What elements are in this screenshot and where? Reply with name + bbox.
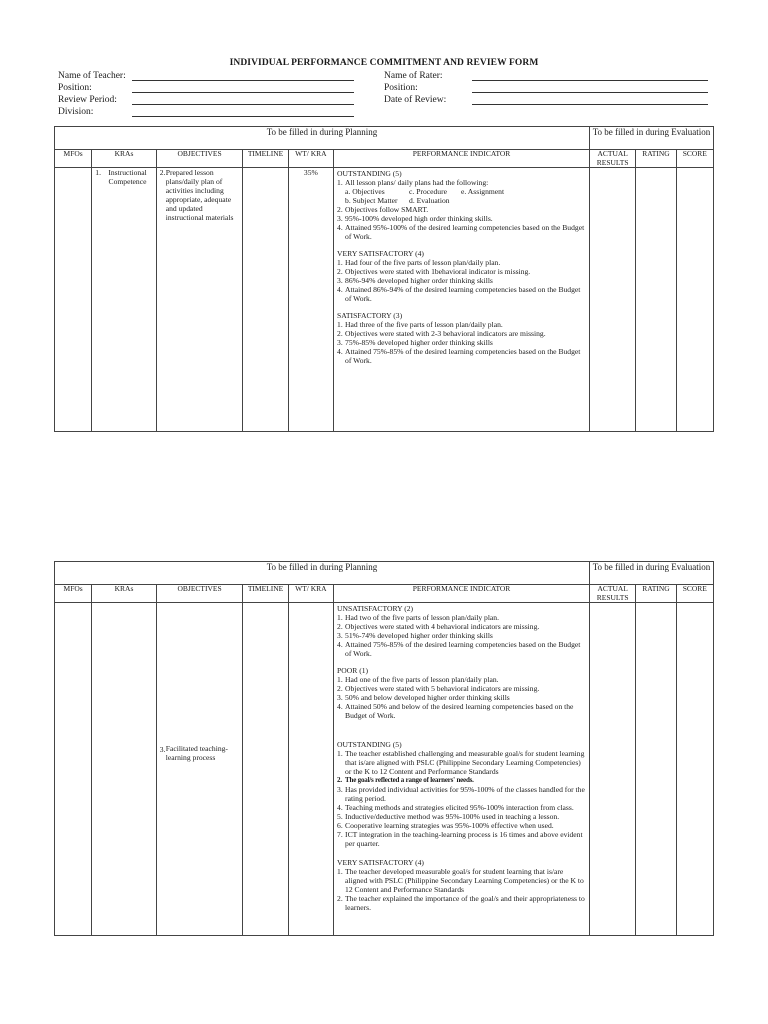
indicator-item-text: The teacher explained the importance of the goal/s and their appropriateness to learners. [345, 894, 585, 912]
indicator-item [337, 223, 586, 241]
indicator-item [337, 631, 586, 640]
indicator-item-text: The teacher developed measurable goal/s for student learning that is/are aligned with PSLC (Philippine Secondary Learning Competencies) or the K to 12 Content and Performance Standards [345, 867, 584, 894]
indicator-item [337, 258, 586, 267]
col-objectives: OBJECTIVES [156, 150, 243, 168]
indicator-levels [337, 604, 586, 912]
indicator-item-text: 50% and below developed higher order thinking skills [345, 693, 510, 702]
planning-section-header: To be filled in during Planning [55, 562, 590, 585]
indicator-item [337, 622, 586, 631]
indicator-item-text: The goal/s reflected a range of learners' needs. [345, 776, 474, 784]
indicator-item-text: Had two of the five parts of lesson plan/daily plan. [345, 613, 499, 622]
indicator-item-number: 2. [337, 894, 343, 903]
division-label: Division: [58, 107, 94, 117]
indicator-item-text: Objectives were stated with 1behavioral indicator is missing. [345, 267, 531, 276]
teacher-name-label: Name of Teacher: [58, 71, 126, 81]
indicator-item-number: 3. [337, 276, 343, 285]
indicator-level-heading: OUTSTANDING (5) [337, 740, 402, 749]
indicator-level-heading: POOR (1) [337, 666, 369, 675]
indicator-item [337, 785, 586, 803]
date-of-review-field[interactable] [472, 104, 708, 105]
indicator-item [337, 285, 586, 303]
sub-item-text: d. Evaluation [409, 196, 450, 205]
col-weight: WT/ KRA [288, 585, 333, 603]
rating-cell[interactable] [636, 603, 676, 936]
evaluation-section-header: To be filled in during Evaluation [589, 127, 713, 150]
col-score: SCORE [676, 150, 713, 168]
indicator-level-heading: VERY SATISFACTORY (4) [337, 858, 424, 867]
indicator-item-number: 2. [337, 329, 343, 338]
col-rating: RATING [636, 150, 676, 168]
indicator-item-text: Objectives were stated with 5 behavioral indicators are missing. [345, 684, 540, 693]
indicator-item [337, 821, 586, 830]
col-timeline: TIMELINE [243, 150, 288, 168]
indicator-item [337, 693, 586, 702]
form-title: INDIVIDUAL PERFORMANCE COMMITMENT AND REVIEW FORM [229, 58, 539, 68]
indicator-item-number: 3. [337, 693, 343, 702]
indicator-level-heading: OUTSTANDING (5) [337, 169, 402, 178]
indicator-item [337, 867, 586, 894]
indicator-item [337, 702, 586, 720]
indicator-item-number: 1. [337, 749, 343, 758]
indicator-item-text: Attained 95%-100% of the desired learning competencies based on the Budget of Work. [345, 223, 585, 241]
indicator-item-number: 1. [337, 258, 343, 267]
indicator-item [337, 214, 586, 223]
indicator-item-number: 3. [337, 214, 343, 223]
indicator-item-number: 2. [337, 622, 343, 631]
indicator-sub-item [337, 187, 586, 196]
col-kras: KRAs [92, 585, 156, 603]
mfo-cell[interactable] [55, 603, 92, 936]
indicator-item-text: Had one of the five parts of lesson plan/daily plan. [345, 675, 499, 684]
indicator-item-number: 2. [337, 267, 343, 276]
col-mfos: MFOs [55, 585, 92, 603]
indicator-item [337, 613, 586, 622]
date-of-review-label: Date of Review: [384, 95, 447, 105]
rater-position-label: Position: [384, 83, 418, 93]
indicator-item [337, 338, 586, 347]
objective-number: 3. [159, 745, 166, 754]
col-performance-indicator: PERFORMANCE INDICATOR [334, 585, 590, 603]
indicator-item-number: 3. [337, 785, 343, 794]
indicator-item [337, 329, 586, 338]
indicator-levels [337, 169, 586, 365]
indicator-item-number: 3. [337, 338, 343, 347]
sub-item-text: c. Procedure [409, 187, 447, 196]
indicator-item-text: 51%-74% developed higher order thinking skills [345, 631, 493, 640]
indicator-item-text: Objectives follow SMART. [345, 205, 429, 214]
performance-indicator-cell [334, 603, 590, 936]
col-actual-results: ACTUAL RESULTS [589, 585, 635, 603]
indicator-item-number: 7. [337, 830, 343, 839]
indicator-item-text: Attained 75%-85% of the desired learning competencies based on the Budget of Work. [345, 347, 581, 365]
indicator-item-number: 1. [337, 320, 343, 329]
objective-cell [156, 168, 243, 432]
review-period-field[interactable] [132, 104, 354, 105]
indicator-item-number: 6. [337, 821, 343, 830]
indicator-item-number: 4. [337, 640, 343, 649]
position-field[interactable] [132, 92, 354, 93]
weight-cell[interactable] [288, 603, 333, 936]
performance-indicator-cell [334, 168, 590, 432]
indicator-item [337, 675, 586, 684]
indicator-item-text: Had four of the five parts of lesson plan/daily plan. [345, 258, 501, 267]
actual-results-cell[interactable] [589, 168, 635, 432]
timeline-cell[interactable] [243, 168, 288, 432]
indicator-item-text: Objectives were stated with 2-3 behavioral indicators are missing. [345, 329, 546, 338]
kra-cell[interactable] [92, 603, 156, 936]
score-cell[interactable] [676, 603, 713, 936]
indicator-item [337, 803, 586, 812]
indicator-item-number: 1. [337, 675, 343, 684]
indicator-item-number: 4. [337, 803, 343, 812]
col-mfos: MFOs [55, 150, 92, 168]
indicator-level-heading: SATISFACTORY (3) [337, 311, 403, 320]
indicator-item-text: Has provided individual activities for 95%-100% of the classes handled for the rating period. [345, 785, 585, 803]
indicator-item-number: 4. [337, 285, 343, 294]
indicator-item-text: 86%-94% developed higher order thinking skills [345, 276, 493, 285]
rater-position-field[interactable] [472, 92, 708, 93]
indicator-item-number: 4. [337, 702, 343, 711]
rating-cell[interactable] [636, 168, 676, 432]
indicator-item [337, 347, 586, 365]
sub-item-text: a. Objectives [345, 187, 385, 196]
indicator-level-heading: UNSATISFACTORY (2) [337, 604, 414, 613]
indicator-item-number: 2. [337, 776, 342, 784]
review-period-label: Review Period: [58, 95, 117, 105]
sub-item-text: e. Assignment [461, 187, 505, 196]
indicator-item-number: 4. [337, 347, 343, 356]
indicator-item [337, 749, 586, 776]
position-label: Position: [58, 83, 92, 93]
timeline-cell[interactable] [243, 603, 288, 936]
kra-number: 1. [95, 168, 101, 177]
indicator-item-number: 2. [337, 684, 343, 693]
indicator-item-text: 75%-85% developed higher order thinking skills [345, 338, 493, 347]
objective-text: Prepared lesson plans/daily plan of activities including appropriate, adequate and updated instructional materials [165, 168, 234, 222]
col-timeline: TIMELINE [243, 585, 288, 603]
indicator-item [337, 178, 586, 187]
objective-number: 2. [159, 168, 166, 177]
mfo-cell[interactable] [55, 168, 92, 432]
col-score: SCORE [676, 585, 713, 603]
indicator-item-number: 5. [337, 812, 343, 821]
col-performance-indicator: PERFORMANCE INDICATOR [334, 150, 590, 168]
indicator-item [337, 276, 586, 285]
indicator-item-text: Attained 86%-94% of the desired learning competencies based on the Budget of Work. [345, 285, 581, 303]
indicator-item [337, 812, 586, 821]
indicator-item [337, 776, 586, 785]
actual-results-cell[interactable] [589, 603, 635, 936]
indicator-item-number: 1. [337, 867, 343, 876]
indicator-item [337, 320, 586, 329]
rater-name-field[interactable] [472, 80, 708, 81]
indicator-level-heading: VERY SATISFACTORY (4) [337, 249, 424, 258]
performance-table-1 [54, 126, 714, 432]
indicator-item [337, 205, 586, 214]
indicator-item [337, 640, 586, 658]
indicator-item-text: Attained 75%-85% of the desired learning competencies based on the Budget of Work. [345, 640, 581, 658]
indicator-item-number: 3. [337, 631, 343, 640]
evaluation-section-header: To be filled in during Evaluation [589, 562, 713, 585]
indicator-item-text: Cooperative learning strategies was 95%-100% effective when used. [345, 821, 554, 830]
division-field[interactable] [132, 116, 354, 117]
rater-name-label: Name of Rater: [384, 71, 443, 81]
indicator-item-text: Inductive/deductive method was 95%-100% used in teaching a lesson. [345, 812, 560, 821]
score-cell[interactable] [676, 168, 713, 432]
indicator-item-text: Attained 50% and below of the desired learning competencies based on the Budget of Work. [345, 702, 574, 720]
col-objectives: OBJECTIVES [156, 585, 243, 603]
indicator-item [337, 267, 586, 276]
kra-text: Instructional Competence [108, 168, 147, 186]
indicator-item-number: 1. [337, 613, 343, 622]
indicator-item-text: 95%-100% developed high order thinking skills. [345, 214, 493, 223]
col-weight: WT/ KRA [288, 150, 333, 168]
indicator-item-text: The teacher established challenging and measurable goal/s for student learning that is/are aligned with PSLC (Philippine Secondary Learning Competencies) or the K to 12 Content and Performance Standards [345, 749, 585, 776]
col-actual-results: ACTUAL RESULTS [589, 150, 635, 168]
col-rating: RATING [636, 585, 676, 603]
sub-item-text: b. Subject Matter [345, 196, 398, 205]
indicator-item [337, 894, 586, 912]
indicator-item-text: Objectives were stated with 4 behavioral indicators are missing. [345, 622, 540, 631]
indicator-item-number: 1. [337, 178, 343, 187]
weight-cell: 35% [288, 168, 333, 432]
objective-cell [156, 603, 243, 936]
indicator-item-number: 2. [337, 205, 343, 214]
indicator-sub-item [337, 196, 586, 205]
teacher-name-field[interactable] [132, 80, 354, 81]
indicator-item-text: Teaching methods and strategies elicited 95%-100% interaction from class. [345, 803, 574, 812]
indicator-item [337, 684, 586, 693]
indicator-item-text: ICT integration in the teaching-learning process is 16 times and above evident per quarter. [345, 830, 583, 848]
planning-section-header: To be filled in during Planning [55, 127, 590, 150]
objective-text: Facilitated teaching-learning process [165, 744, 228, 762]
indicator-item-text: All lesson plans/ daily plans had the following: [345, 178, 489, 187]
performance-table-2 [54, 561, 714, 936]
indicator-item-text: Had three of the five parts of lesson plan/daily plan. [345, 320, 503, 329]
col-kras: KRAs [92, 150, 156, 168]
indicator-item [337, 830, 586, 848]
indicator-item-number: 4. [337, 223, 343, 232]
kra-cell [92, 168, 156, 432]
